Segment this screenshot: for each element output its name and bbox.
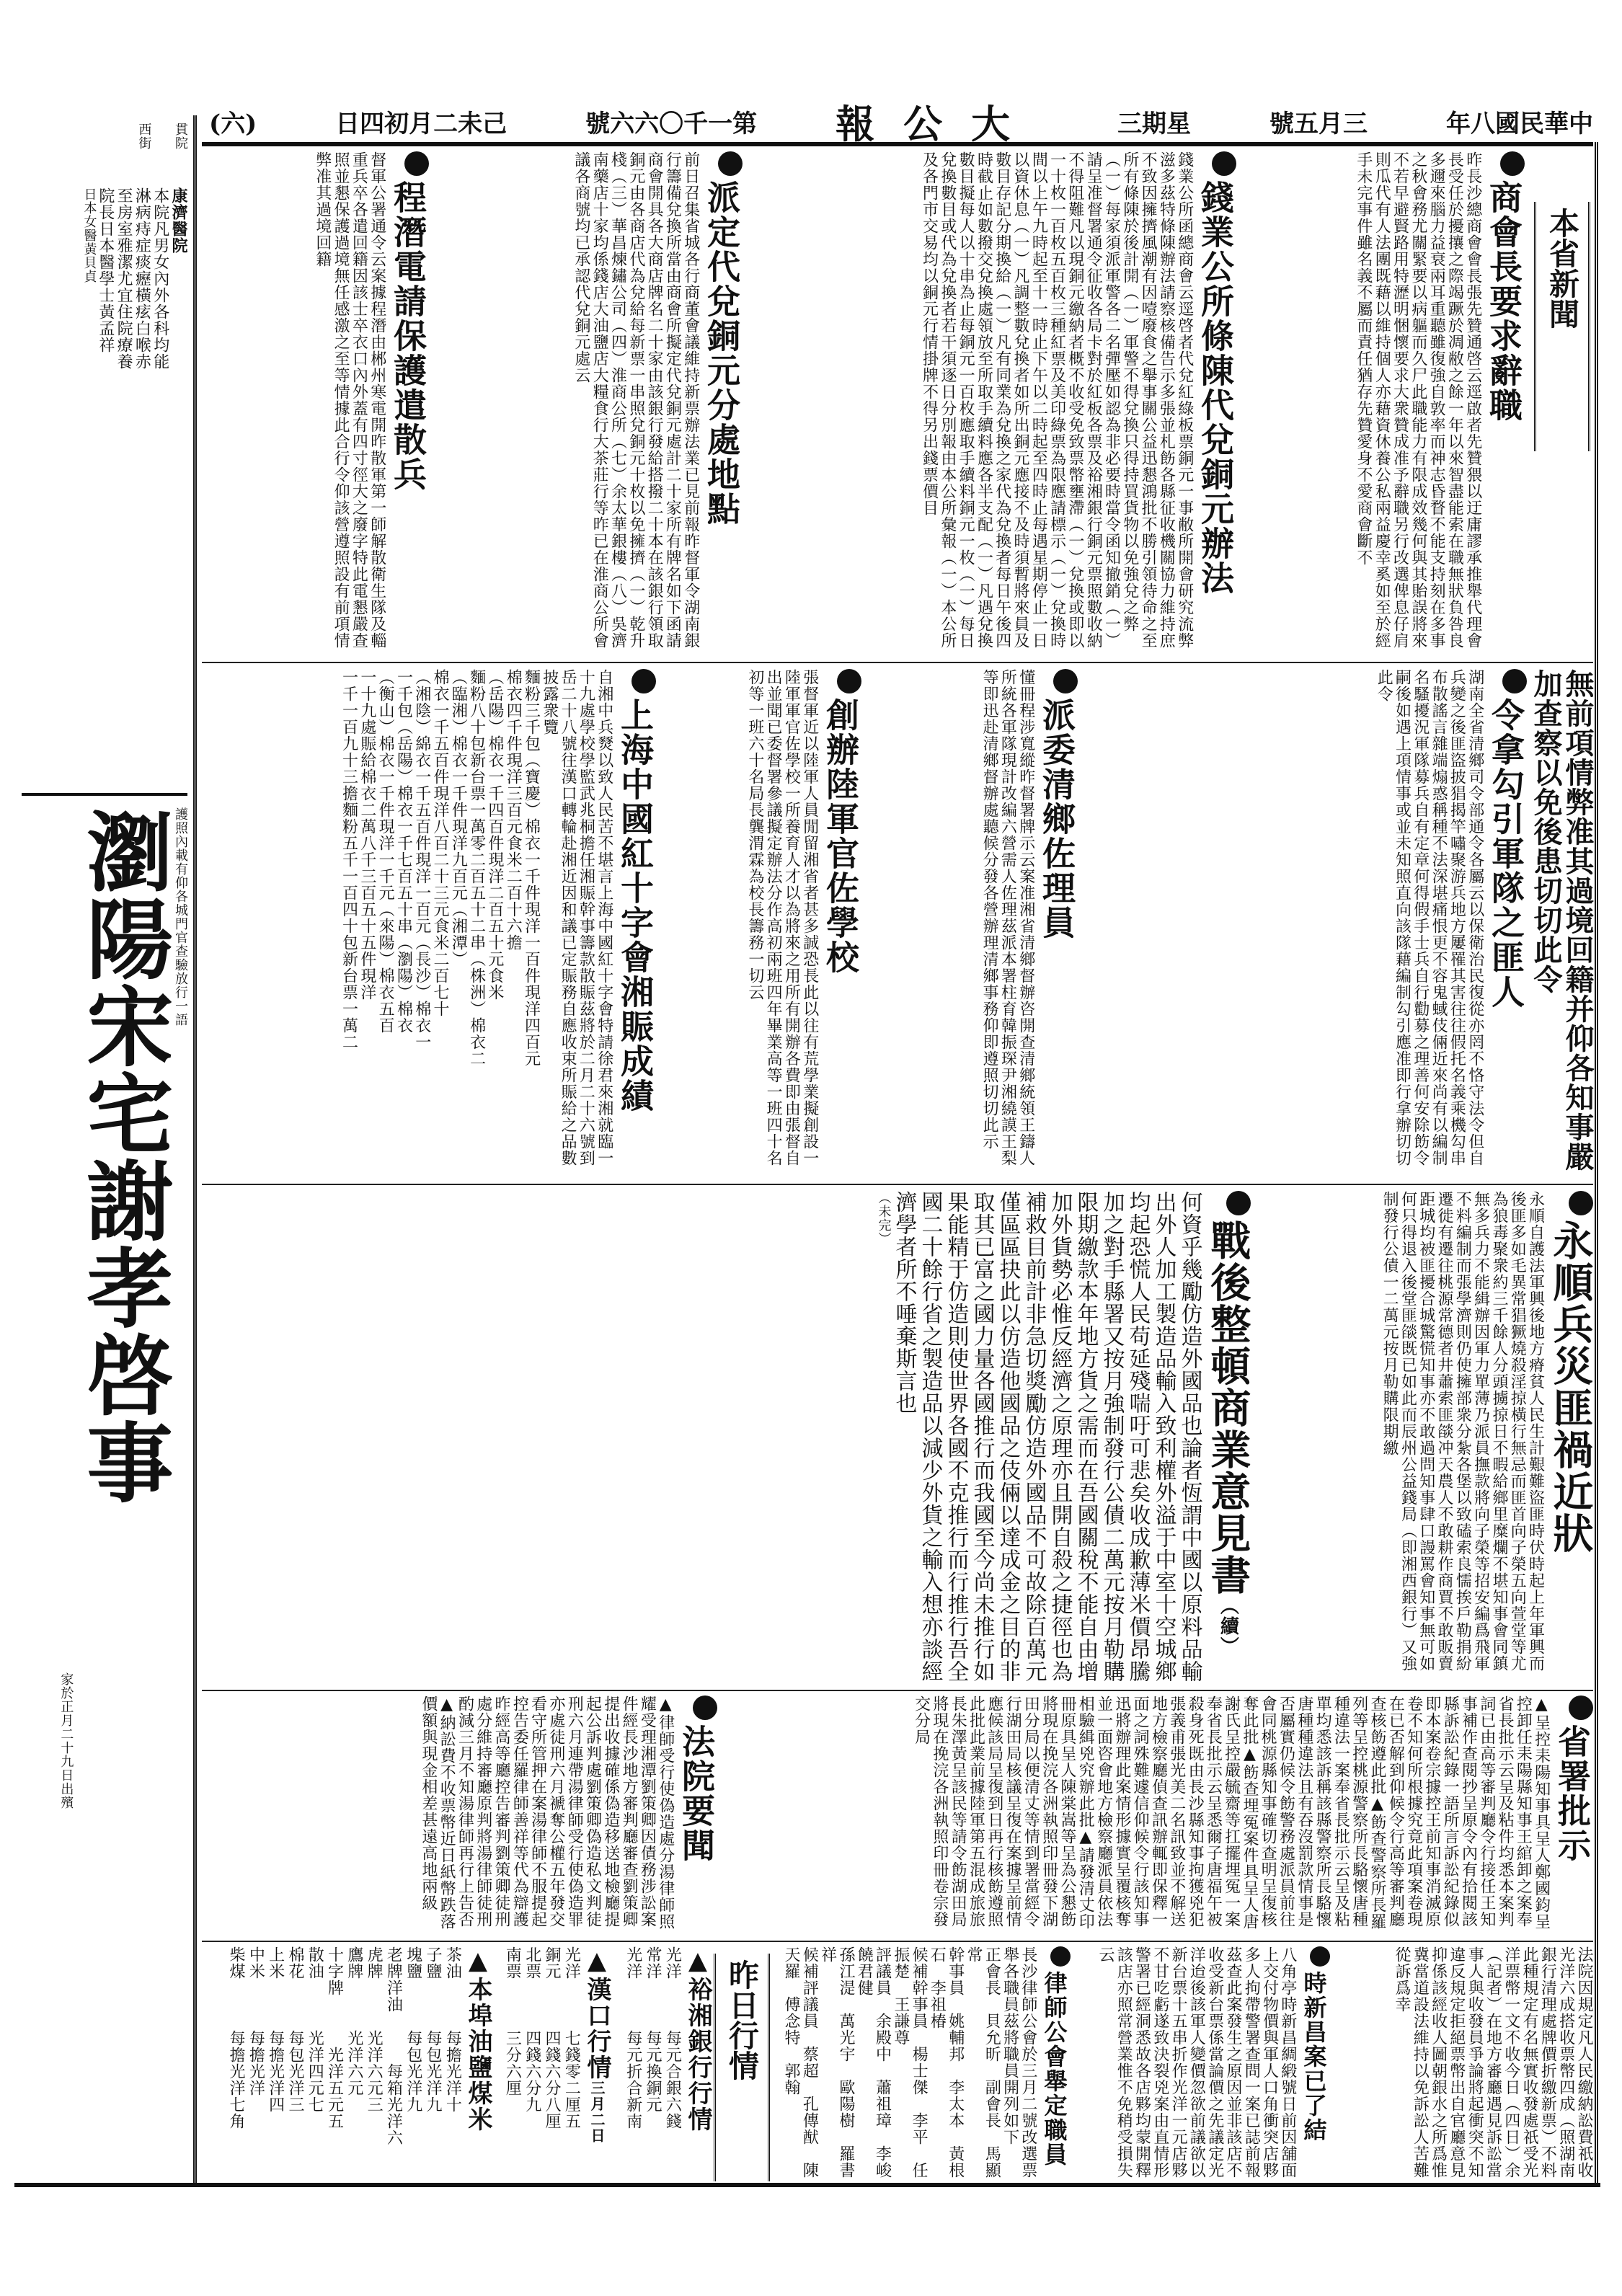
market-item: 南票 <box>503 1946 522 1980</box>
masthead-date: 三月五號 <box>1269 109 1368 138</box>
article-body: 永順自護法軍興後地方瘠貧人民生計艱難盜匪時伏時起上年軍興而後匪多如毛異常猖獗燒殺淫掠橫行無忌而匪首向子榮五向萱堂等尤為狼毒聚衆約三千餘人分頭擄掠日不暇給鄉里糜爛不堪知事會同鎮無多兵力不能緝辦因軍力單薄乃派員撫款將向子榮等招安編爲飛軍不料編制而張學濟則仍使擁部衆分紮各堡以致磕索良懦挨戶勒捐紛遷徙有遷往桃源常德者井蕭索匪燄冲天農人不敢耕作商賈不敢販賣距城均被匪擾合城驚慌知事亦不敢過問知事肆口謾罵會知事無可如何只得退入後堂匪燄既已如此而辰州公益錢局（即湘西銀行）又強制發行公債一二萬元按月勒購限期繳 <box>1381 1191 1545 1672</box>
bullet-icon <box>404 151 429 176</box>
article-pacification-assistants <box>865 669 1078 1177</box>
market-price: 每元換銅元 <box>644 2030 662 2113</box>
relief-item: （湘陰）綿衣一千五百件現洋一百元（長沙）棉衣一 <box>412 669 431 1050</box>
article-title: 派委清鄉佐理員 <box>1037 698 1076 940</box>
market-item: 十字牌 <box>325 1946 344 1996</box>
ad-divider <box>22 793 187 796</box>
article-exchange-locations <box>433 151 743 656</box>
section-label-local-news <box>1534 202 1590 451</box>
bullet-icon <box>718 151 743 176</box>
article-title: 令拿勾引軍隊之匪人 <box>1486 698 1525 1009</box>
roster-line: 正會長 貝允昕 副會長 馬顯常 <box>965 1946 1001 2178</box>
market-price: 四錢六分八厘 <box>543 2030 562 2129</box>
article-body: 懂冊程涉寬縱昨督署牌示云案准湘省清鄉督辦咨開查清鄉統領王鑄人所統各軍隊現計改編六營需人佐理茲派本署柱育韓振琛尹湘繞謨王梨等即迅赴清鄉督辦處聽候分發各營辦理清鄉事務仰即遵照切切此示 <box>980 669 1035 1166</box>
market-price: 每元折合新南 <box>624 2030 642 2129</box>
market-item: 光洋 <box>562 1946 581 1980</box>
article-cheng-qian-telegram <box>205 151 429 656</box>
market-title: ▲裕湘銀行行情 <box>683 1946 712 2132</box>
article-title: 創辦陸軍官佐學校 <box>821 698 860 975</box>
header-rule <box>202 142 1593 146</box>
article-court-news <box>205 1696 717 1937</box>
market-row <box>543 1946 561 2178</box>
market-row <box>365 1946 383 2178</box>
article-provincial-rulings <box>721 1696 1593 1937</box>
bottom-rule <box>14 2183 1600 2187</box>
clinic-ad-text: 本院凡男女內外各科均能 <box>151 187 169 370</box>
bullet-icon <box>693 1696 717 1720</box>
clinic-ad-text: 至房室雅潔尤宜住院療養 <box>115 187 133 370</box>
bullet-icon <box>1053 669 1078 693</box>
relief-item: 一十九處賑給棉衣二萬八千三百五十五件現洋 <box>358 669 376 1001</box>
article-red-cross-relief <box>205 669 656 1177</box>
article-body: 長沙律師公會於三月二號改選票舉各職員茲將職員開列如下 <box>1001 1946 1037 2178</box>
article-chamber-president-resigns <box>1240 151 1525 656</box>
article-shixinchang-case <box>1074 1946 1330 2178</box>
section-divider <box>202 1690 1593 1691</box>
market-row <box>286 1946 304 2178</box>
article-title: 錢業公所條陳代兌銅元辦法 <box>1196 180 1235 595</box>
clinic-ad-label: 貫院 <box>173 123 188 150</box>
market-item: 茶油 <box>443 1946 462 1980</box>
article-body: 張督軍近以陸軍人員閒留湘省者甚多誠恐長此以往有荒學業擬創設一陸軍軍官佐學校一所養育人才以為將來之用所有開辦各費即由張督自出並聞已委督署參議擬定辦法分作高初兩班四年畢業高等一班四十名初等一班六十名局長龔渭霖為校長籌務一切云 <box>745 669 819 1166</box>
relief-item: （衡山）棉衣一千件現洋一千元（來陽）棉衣五百 <box>376 669 395 1034</box>
bullet-icon <box>1212 151 1236 176</box>
section-label-text: 本省新聞 <box>1545 208 1580 329</box>
market-price: 每擔光洋 <box>247 2030 265 2096</box>
market-row <box>624 1946 642 2178</box>
bullet-icon <box>1050 1946 1071 1967</box>
market-row <box>443 1946 461 2178</box>
market-row <box>404 1946 422 2178</box>
funeral-notice-advertisement <box>29 807 187 2170</box>
bullet-icon <box>1310 1946 1330 1967</box>
section-divider <box>202 1184 1593 1185</box>
market-row <box>306 1946 324 2178</box>
article-body: ▲呈控耒陽知事具呈人鄭國鈞呈控卸任耒陽縣知事王綰卸之案奉省長批示云呈及粘件均悉本案判詞已由高等審判廳令行接任王知事補作查閱抄呈原令內有拾閱該縣訴訟紀錄一語所言訴訟紀錄似即本案卷宗據控王前知事消滅原卷不知何所根據究竟此項案卷現在已否解到仰候令行高等審判廳查核飭遵此批▲飭查警察所長羅列等呈控桃源警察所長駱懷唐種種違法一案奉省長批示云呈及粘單均悉該訴稱該縣警察所長駱懷唐種種違法且有吞沒罰款情事是否屬實仍候令飭警務處派員前往會同桃源縣知事確切查明呈復核奪此批▲飭查埋冤案件具呈人唐謝氏呈控嚴毓齋等扛擺埋冤一案奉省長批示云呈悉爾子唐福午被殺身死既由長沙縣知事拘獲兇犯張義甫張光美二名訊致並不解送地方檢察廳偵查訊辦輒即保釋一面之詞殊難遽信仰候令行該知事迅將辦理此案情形據實呈覆核奪並一面咨會地方檢察廳派員依法相驗緝兇究辦此批▲請發清丈印冊原具呈人陳棠嵩等呈為公懇飭將現在挽浣各洲執照印冊發下湖田分局以便清丈等情到署當經令行湖田局核議呈復在案據呈前情應候該局呈復到日再行核飭遵照此批此業前據陸軍第五混成旅旅長朱澤黃呈該民等請令飭湖田局將現在挽浣各洲執照印冊卷宗發交分局 <box>912 1696 1551 1930</box>
to-be-continued: （未完） <box>876 1191 892 1246</box>
relief-item: 棉衣一千五百件現洋八百二十三元食米二百七十 <box>431 669 450 1017</box>
notice-title: 瀏陽宋宅謝孝啓事 <box>72 807 174 1505</box>
market-price: 光洋四元七 <box>306 2030 324 2113</box>
article-lead: 無前項情弊准其過境回籍并仰各知事嚴加查察以免後患切切此令 <box>1529 669 1595 1171</box>
article-body: 八角亭時新昌綢緞號日前因舖面上交付物價與軍人口角衝突店夥多人拘帶警署查問一案已誌前報茲查此案發生之原因並非該店不收受新台票係當論價之先議定光洋迨後該軍人變價忽欲前議欲以新台票十五串折作光洋一元店夥不甘吃虧遂致決裂兇案由直情形警署已經洞悉故各店夥均蒙開釋該店亦照常營業惟不免稍受損失云 <box>1096 1946 1297 2178</box>
market-item: 上米 <box>266 1946 285 1980</box>
article-title: 法院要聞 <box>677 1724 716 1863</box>
market-price: 每擔光洋四 <box>266 2030 285 2113</box>
article-postwar-commerce <box>205 1191 1251 1685</box>
notice-text: 家於正月二十九日出殯 <box>58 1672 74 1809</box>
ad-column-rule <box>193 115 197 2184</box>
market-item: 北票 <box>523 1946 541 1980</box>
bullet-icon <box>631 669 656 693</box>
market-row <box>424 1946 442 2178</box>
market-item: 棉花 <box>285 1946 304 1980</box>
section-divider <box>202 1941 1593 1942</box>
market-item: 光洋 <box>663 1946 682 1980</box>
roster-line: 候補幹事員 楊士傑 李平 任振楚 王謙尊 <box>891 1946 929 2178</box>
bullet-icon <box>1226 1191 1251 1215</box>
market-row <box>523 1946 541 2178</box>
market-price: 每包光洋九 <box>424 2030 443 2113</box>
market-row <box>663 1946 681 2178</box>
market-item: 銅元 <box>543 1946 562 1980</box>
relief-item: 棉衣四千件現洋三百元食米二百十六擔 <box>504 669 523 951</box>
market-row <box>562 1946 580 2178</box>
market-price: 每擔光洋七角 <box>227 2030 246 2129</box>
clinic-ad-text: 院長日本醫學士黃孟祥 <box>96 187 115 353</box>
masthead <box>209 100 1593 147</box>
market-price: 光洋六元三 <box>365 2030 384 2113</box>
article-body: 昨長沙總商會會長張先贊通啓云逕啟者先贊猥以迂庸謬承推舉代理會長受任於擾攘之際竭蹶於凋敝之餘一年以來智盡能索在職無狀負咎良多邇來腦力益衰兩耳重聽雖復強自敦率而神志昏瞀不能支持刻在多事之秋會務尤關緊要以病軀而久尸此職能力有限成效幾何與其貽誤將來不若早避賢路用特瀝明悃懷要求大衆贊成准予辭職另行改選俾息仔肩則瓜代有人法團既藉以維持個人亦藉資休養公私兩益慶幸奚如至於經手未完事件雖名義不屬而責任猶存先贊愛身不愛商會斷不 <box>1354 151 1482 649</box>
market-date: 三月二日 <box>588 2080 606 2144</box>
article-body: 前日召集省城各行商董會議維持新票辦法業已見前報昨督軍令湖南銀行籌備兌換所當由商會所擬定代兌銅元處計二十家所有牌名如下函請商會開具各大商店牌名二十家由該銀行發給搭撥二十本在該銀行領取銅元由各商店代為兌給每新票一串照兌銅元十枚以免擁擠（一）乾升棧（三）華昌煉鏽公司（四）淮商公所（七）余太華銀樓（八）吳濟南藥店十家均係錢店大油鹽店大糧食行大茶莊行等昨已在淮商公所會議各商號均已承認代兌銅元處云 <box>572 151 700 649</box>
article-title: 商會長要求辭職 <box>1484 180 1523 422</box>
masthead-lunar-date: 己未二月初四日 <box>335 109 508 138</box>
newspaper-title: 大公報 <box>836 100 1040 147</box>
bullet-icon <box>837 669 861 693</box>
market-price: 每擔光洋十 <box>443 2030 462 2113</box>
market-price: 每包光洋九 <box>404 2030 422 2113</box>
market-price: 三分六厘 <box>503 2030 522 2096</box>
market-item: 老牌洋油 <box>384 1946 403 2013</box>
page-edge-rule <box>1595 142 1598 2184</box>
masthead-issue: 第一千〇六六號 <box>585 109 758 138</box>
clinic-ad-text: 淋病痔症痰癧橫痃白喉赤 <box>133 187 151 370</box>
section-label-market <box>714 1954 770 2181</box>
market-item: 塊鹽 <box>404 1946 422 1980</box>
clinic-ad-top-labels <box>108 123 187 187</box>
market-item: 光洋 <box>624 1946 642 1980</box>
market-price: 每包光洋三 <box>285 2030 304 2113</box>
market-item: 常洋 <box>644 1946 662 1980</box>
notice-text: 護照內載有仰各城門官查驗放行一語 <box>173 807 188 1027</box>
market-price: 光洋五元五 <box>325 2047 344 2129</box>
market-yuxiang-bank <box>613 1946 710 2178</box>
roster-line: 候補評議員 蔡超 孔傳猷 陳天羅 傅念特 郭翰 <box>782 1946 819 2178</box>
market-row <box>247 1946 265 2178</box>
article-lawyers-association <box>764 1946 1071 2195</box>
market-row <box>266 1946 284 2178</box>
market-local-commodities <box>209 1946 490 2178</box>
article-court-fee-continued <box>1334 1946 1593 2178</box>
market-item: 柴煤 <box>227 1946 246 1980</box>
article-body: 法院因規定凡人民繳納訟費祇收光洋六成搭收票幣四成（照湖南銀行清理處牌價折繳新票）不料此種規定有名無實收發處祇受光洋票幣一文不收今日（四日）余（記者）在地方審廳遇見訴訟當事人與收發員爭論將起衝突不知違反規定拒絕票幣出自官廳意見抑係該經收人圖朝銀水之所爲惟冀當道設法維持以免訴訟人苦難從訴爲幸 <box>1393 1946 1593 2178</box>
article-title: 律師公會舉定職員 <box>1040 1971 1068 2167</box>
roster-line: 評議員 余殿中 蕭祖璋 李峻 饒君健 <box>855 1946 892 2195</box>
market-row <box>325 1946 343 2178</box>
article-title: 時新昌案已了結 <box>1300 1971 1328 2142</box>
clinic-ad-label: 西街 <box>136 123 152 150</box>
section-divider <box>202 662 1593 663</box>
relief-item: （臨湘）棉衣一千件現洋九百元（湘潭） <box>449 669 468 967</box>
market-label-text: 昨日行情 <box>724 1959 760 2080</box>
market-price: 每元合銀六錢 <box>663 2030 682 2129</box>
market-row <box>227 1946 245 2178</box>
market-hankou <box>494 1946 609 2178</box>
market-row <box>345 1946 363 2178</box>
relief-item: 一千一百九十三擔麵粉五千一百四十包新台票一萬二 <box>340 669 358 1050</box>
bullet-icon <box>1569 1696 1593 1720</box>
market-item: 鷹牌 <box>345 1946 363 1980</box>
market-price: 每箱光洋六 <box>384 2063 403 2146</box>
article-title: 上海中國紅十字會湘賑成績 <box>616 698 655 1113</box>
article-title: 派定代兌銅元分處地點 <box>702 180 741 526</box>
market-row <box>644 1946 662 2178</box>
market-item: 中米 <box>247 1946 265 1980</box>
roster-line: 幹事員 姚輔邦 李太本 黃根石 李祖椿 <box>928 1946 965 2178</box>
article-title: 省署批示 <box>1553 1724 1592 1863</box>
article-title: 永順兵災匪禍近狀 <box>1546 1220 1595 1554</box>
roster-line: 孫江湜 萬光宇 歐陽樹 羅書祥 <box>818 1946 855 2178</box>
article-military-school <box>660 669 861 1177</box>
bullet-icon <box>1502 669 1527 693</box>
market-item: 子鹽 <box>424 1946 443 1980</box>
article-body: 錢業公所函總商會云逕啓者代兌紅綠板票銅元一事敝所開會研究流弊滋多茲特條陳辦法請察核備告示多張並札飭各縣征收機關協力維持庶不致因擁擠風潮有因噎廢食之舉事關公益迅懇鴻批不勝引領待命之至所有條陳於後計開（一）軍警不得兌換只得持買貨物以免強兌之弊（一）每家須派軍警各二名彈壓如認為非必要時當令函知撤銷（一）請呈准督署通令征收各局卡對於紅板各票及裕湘銀行銅元票照數收納不得阻難凡以現銅元繳納者概不收受免致票幣壅滯（一）兌換或即以一十枚一百枚五百枚三種紅票及美印綠票為限應請標示（一）兌換時間以上午九時起至十一時止下午以二時起至四時止每遇星期停止一日以資休息（一）凡調整數兌換者如所出銅元應接不及時須暫將來員及數目存記分期換給（一）凡有同業為兌換之家代為兌換者每日午後四時截止如數撥交兌換處領放至所取手續料應各半支配（一）凡遇兌換數目擬每人以十串為止每銅元一百枚應取手續料銅元一枚（一）每日兌換數目或代為兌換者若干須逐日分別報由本公所彙報（一）本公所及各門市交易均以銅元行情掛牌不得另出錢票價目 <box>920 151 1194 649</box>
relief-item: 麵粉三千包（寶慶）棉衣一千件現洋一百件現洋四百元 <box>522 669 541 1067</box>
clinic-advertisement <box>43 187 187 779</box>
article-title: 戰後整頓商業意見書 <box>1204 1220 1252 1596</box>
article-title: 程潛電請保護遣散兵 <box>389 180 427 492</box>
article-body: 督軍公署通令云案據程潛由郴州寒電開昨散軍第一師解散衛生隊及輜重兵卒各遣回籍因該士卒衣口內外蓋有四寸徑大之廢字特此電懇嚴查照並懇保護過境無任感激之至等情據此合行令仰該營遵照設有前項情弊准其過境回籍 <box>313 151 386 649</box>
market-item: 散油 <box>306 1946 324 1980</box>
bullet-icon <box>1500 151 1525 176</box>
masthead-weekday: 星期三 <box>1117 109 1192 138</box>
clinic-ad-title: 康濟醫院 <box>169 187 188 254</box>
article-yongshun-bandits <box>1254 1191 1593 1685</box>
market-price: 七錢零二厘五 <box>562 2030 581 2129</box>
article-body: 自湘中兵燹以致人民苦不堪言上海中國紅十字會特請徐君來湘就臨一十九處學校學監武兆桐擔任湘賑幹事籌款散賑茲將於二月二十六號到岳二十八號往漢口轉輪赴湘近因和議已定賑務自應收束所賑給之品數披露衆覽 <box>540 669 613 1166</box>
market-item: 虎牌 <box>365 1946 384 1980</box>
article-body: 何資乎幾勵仿造外國品也論者恆謂中國以原料品輸出外人加工製造品輸入致利權外溢于中室十空城鄉均起恐慌人民苟延殘喘吁可悲矣收成歉薄米價昂騰加之對手縣署又按月強制發行公債二萬元按月勒購限期繳款本年地方貨之需而在吾國關稅不能自由增加外貨勢必惟反經濟之原理亦且開自殺之捷徑也為補救目前計非急切獎勵仿造外國品不可故除百萬元僅區區抉此以仿造他國品之伎倆以達成金之目的非取其已富之國力量各國推行而我國至今尚未推行如果能精于仿造則使世界各國不克推行而行推行吾全國二十餘行省之製造品以減少外貨之輸入想亦談經濟學者所不唾棄斯言也 <box>891 1191 1202 1683</box>
market-price: 四錢六分九 <box>523 2030 541 2113</box>
clinic-ad-footer: 日本女醫黃貝貞 <box>81 187 97 283</box>
article-body: 湖南全省清鄉司令部通令各屬云以保衛治民復從亦罔不恪守法令但自兵變之後匪盜披猖揭竿嘯聚游兵地方屢罹其害往往假托名義乘機勾串布散謠言雜端煽惑稱種不法深堪痛恨更不容鬼蜮伎倆近來尚有以編制名騷擾況軍隊募兵自有定章何得假手士兵自行勸募之理善何安除飭令嗣後如遇上項情事或並未知照直向該隊藉編制勾引應准即行拿辦切切此令 <box>1375 669 1484 1166</box>
market-row <box>503 1946 521 2178</box>
market-title: ▲漢口行情 <box>582 1946 611 2080</box>
article-money-guild-exchange <box>746 151 1236 656</box>
relief-item: 一千包（岳陽）棉衣一千七百五十串（瀏陽）棉衣 <box>394 669 413 1034</box>
continued-tag: （續） <box>1217 1596 1239 1657</box>
article-arrest-order <box>1081 669 1593 1177</box>
article-body: ▲律師受行使偽造處分湯律師照耀受理湘潭劉策卿因債務涉訟案件經長沙地方審判廳審查劉策卿提出收據確係偽造移送地檢廳提起公訴判處劉策卿偽造私文判徒刑六月連帶湯律師受行使偽造罪亦處徒刑六月褫奪公權五年發交看守所管押在案湯律師不服提起控告委任羅律師善祥等代為辯護昨經高等廳控告審判劉策卿徒刑處分維持審廳原判將湯律師徒刑酌減三月不知湯律師再行上告否▲納訟費不收票幣近日紙幣跌落價額與現金相差甚遠高地兩級 <box>419 1696 675 1930</box>
market-row <box>384 1946 402 2178</box>
relief-item: （岳陽）棉衣一千四百件現洋二百五十元食米 <box>485 669 504 1001</box>
masthead-year: 中華民國八年 <box>1446 109 1593 138</box>
bullet-icon <box>1569 1191 1593 1215</box>
relief-item: 麵粉八十包新台票一萬零二百五十二串（株洲）棉衣二 <box>467 669 486 1067</box>
market-title: ▲本埠油鹽煤米 <box>464 1946 492 2132</box>
market-price: 光洋六元 <box>345 2030 363 2096</box>
page-number: (六) <box>209 109 257 138</box>
